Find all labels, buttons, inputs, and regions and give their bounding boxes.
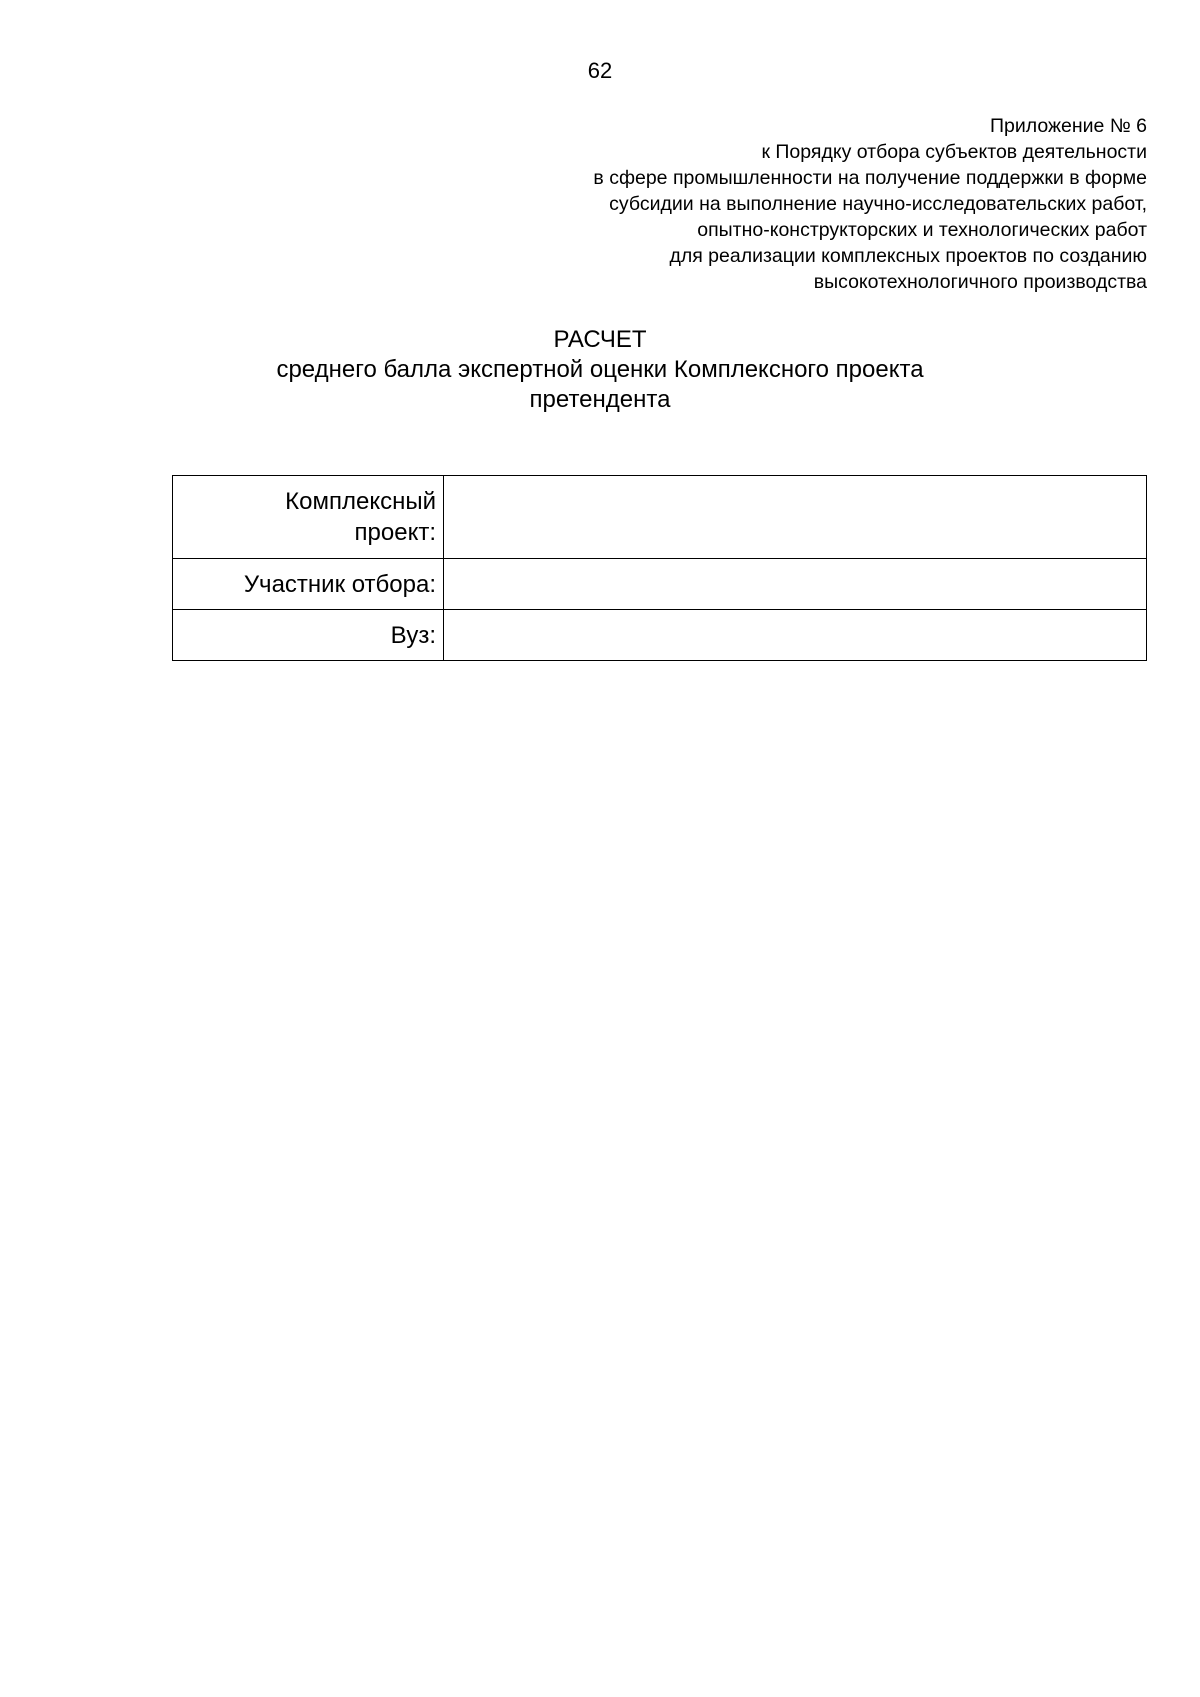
project-value-field[interactable] [444,476,1147,559]
participant-value-field[interactable] [444,559,1147,610]
appendix-header [447,113,1147,295]
university-value-field[interactable] [444,610,1147,661]
title-heading: РАСЧЕТ [553,326,647,353]
project-label-line: проект: [354,519,436,546]
document-title [0,325,1200,415]
participant-label: Участник отбора: [173,559,444,610]
project-label-line: Комплексный [285,488,436,515]
table-row-project [173,476,1147,559]
project-label [173,476,444,559]
appendix-line: в сфере промышленности на получение поддержки в форме [593,167,1147,189]
appendix-line: высокотехнологичного производства [813,271,1147,293]
table-row-participant [173,559,1147,610]
title-subtitle-line: среднего балла экспертной оценки Комплексного проекта [276,356,924,383]
university-label: Вуз: [173,610,444,661]
appendix-line: опытно-конструкторских и технологических работ [697,219,1147,241]
appendix-line: для реализации комплексных проектов по созданию [669,245,1147,267]
appendix-line: Приложение № 6 [990,115,1147,137]
table-row-university [173,610,1147,661]
project-info-table [172,475,1147,661]
title-subtitle-line: претендента [529,386,671,413]
appendix-line: к Порядку отбора субъектов деятельности [761,141,1147,163]
page-number: 62 [587,58,613,83]
appendix-line: субсидии на выполнение научно-исследовательских работ, [609,193,1147,215]
